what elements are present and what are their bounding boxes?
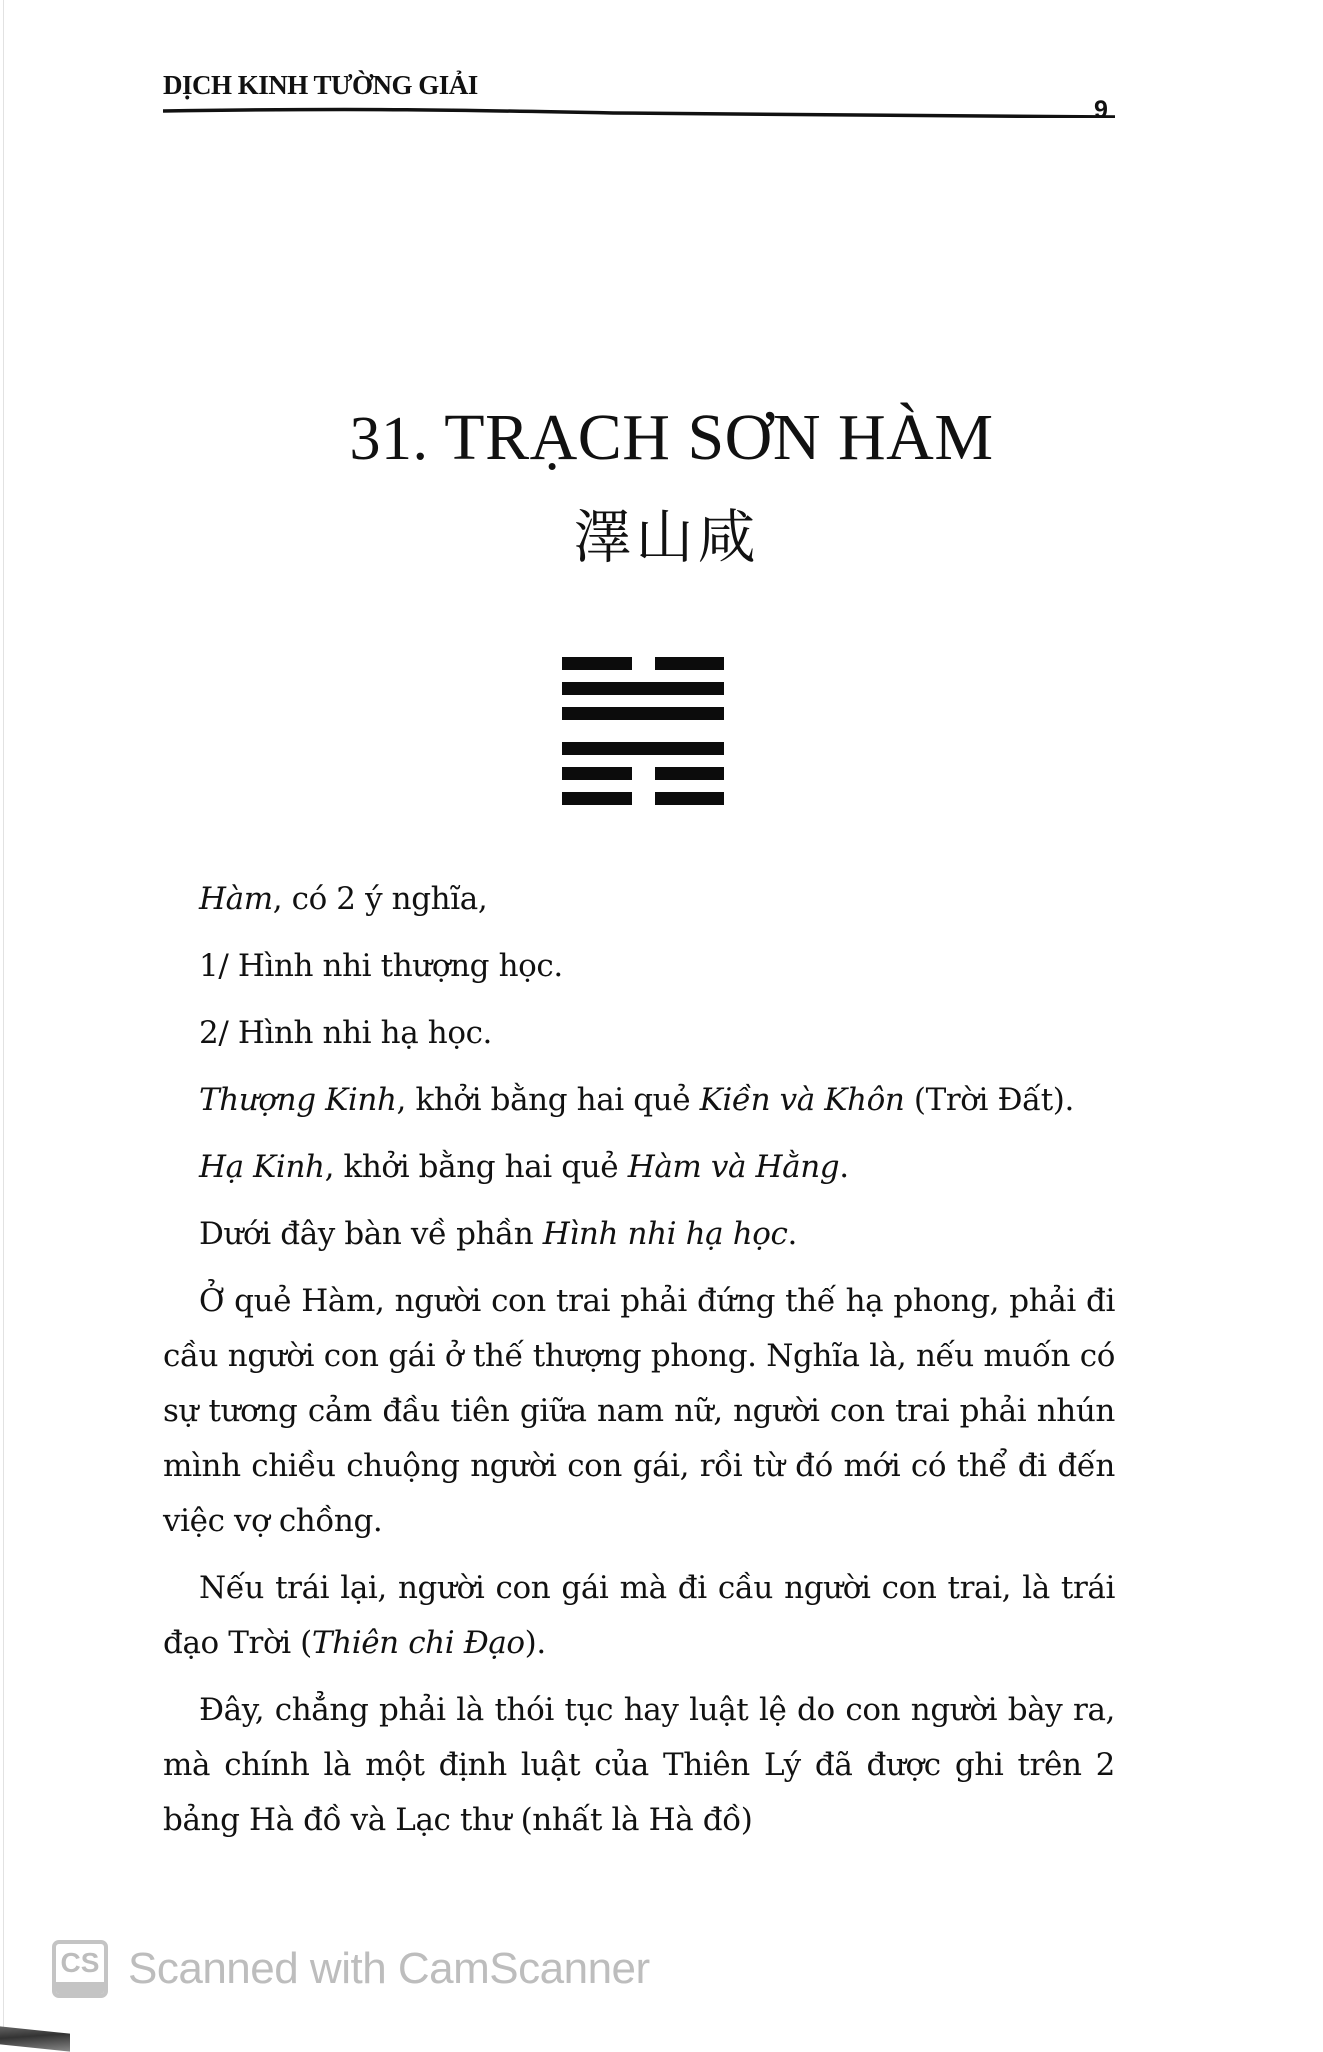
chapter-chinese-title: 澤山咸 — [573, 503, 760, 571]
paragraph-text: , có 2 ý nghĩa, — [272, 881, 488, 917]
body-text — [163, 872, 1115, 1860]
paragraph — [163, 1140, 1115, 1195]
hexagram-line-solid — [562, 707, 724, 720]
paragraph: Đây, chẳng phải là thói tục hay luật lệ do con người bày ra, mà chính là một định luật của Thiên Lý đã được ghi trên 2 bảng Hà đồ và Lạc thư (nhất là Hà đồ) — [163, 1692, 1115, 1838]
paragraph-text: , khởi bằng hai quẻ — [324, 1149, 628, 1185]
camscanner-logo-icon: CS — [52, 1940, 108, 1998]
running-head-title: DỊCH KINH TƯỜNG GIẢI — [163, 70, 478, 100]
italic-term: Hình nhi hạ học — [542, 1216, 788, 1252]
paragraph-text: . — [839, 1149, 849, 1185]
hexagram-line-broken — [562, 657, 724, 670]
hexagram-line-broken — [562, 767, 724, 780]
chapter-title-text: TRẠCH SƠN HÀM — [444, 401, 994, 474]
italic-term: Kiền và Khôn — [699, 1082, 905, 1118]
chapter-title — [0, 400, 1323, 476]
paragraph — [163, 1073, 1115, 1128]
scan-margin-line — [3, 0, 4, 2030]
paragraph-text: , khởi bằng hai quẻ — [396, 1082, 700, 1118]
italic-term: Hàm — [199, 881, 273, 917]
italic-term: Thượng Kinh — [199, 1082, 397, 1118]
paragraph-text: . — [787, 1216, 797, 1252]
italic-term: Thiên chi Đạo — [311, 1625, 525, 1661]
paragraph — [163, 872, 1115, 927]
hexagram-icon — [562, 657, 724, 817]
watermark-text: Scanned with CamScanner — [128, 1944, 650, 1993]
paragraph: 1/ Hình nhi thượng học. — [199, 948, 563, 984]
header-rule — [163, 106, 1115, 118]
paragraph — [163, 1561, 1115, 1671]
italic-term: Hạ Kinh — [199, 1149, 325, 1185]
paragraph-text: (Trời Đất). — [904, 1082, 1074, 1118]
camscanner-watermark — [52, 1940, 650, 1998]
paragraph — [163, 1207, 1115, 1262]
italic-term: Hàm và Hằng — [627, 1149, 840, 1185]
page-number: 9 — [1094, 96, 1108, 124]
paragraph-text: Nếu trái lại, người con gái mà đi cầu người con trai, là trái đạo Trời ( — [163, 1570, 1115, 1661]
paragraph-text: ). — [524, 1625, 546, 1661]
chapter-number: 31. — [349, 405, 429, 473]
paragraph: Ở quẻ Hàm, người con trai phải đứng thế hạ phong, phải đi cầu người con gái ở thế thượng phong. Nghĩa là, nếu muốn có sự tương cảm đầu tiên giữa nam nữ, người con trai phải nhún mình chiều chuộng người con gái, rồi từ đó mới có thể đi đến việc vợ chồng. — [163, 1283, 1115, 1539]
paragraph-text: Dưới đây bàn về phần — [199, 1216, 543, 1252]
hexagram-line-solid — [562, 682, 724, 695]
paragraph: 2/ Hình nhi hạ học. — [199, 1015, 493, 1051]
hexagram-line-broken — [562, 792, 724, 805]
hexagram-line-solid — [562, 742, 724, 755]
